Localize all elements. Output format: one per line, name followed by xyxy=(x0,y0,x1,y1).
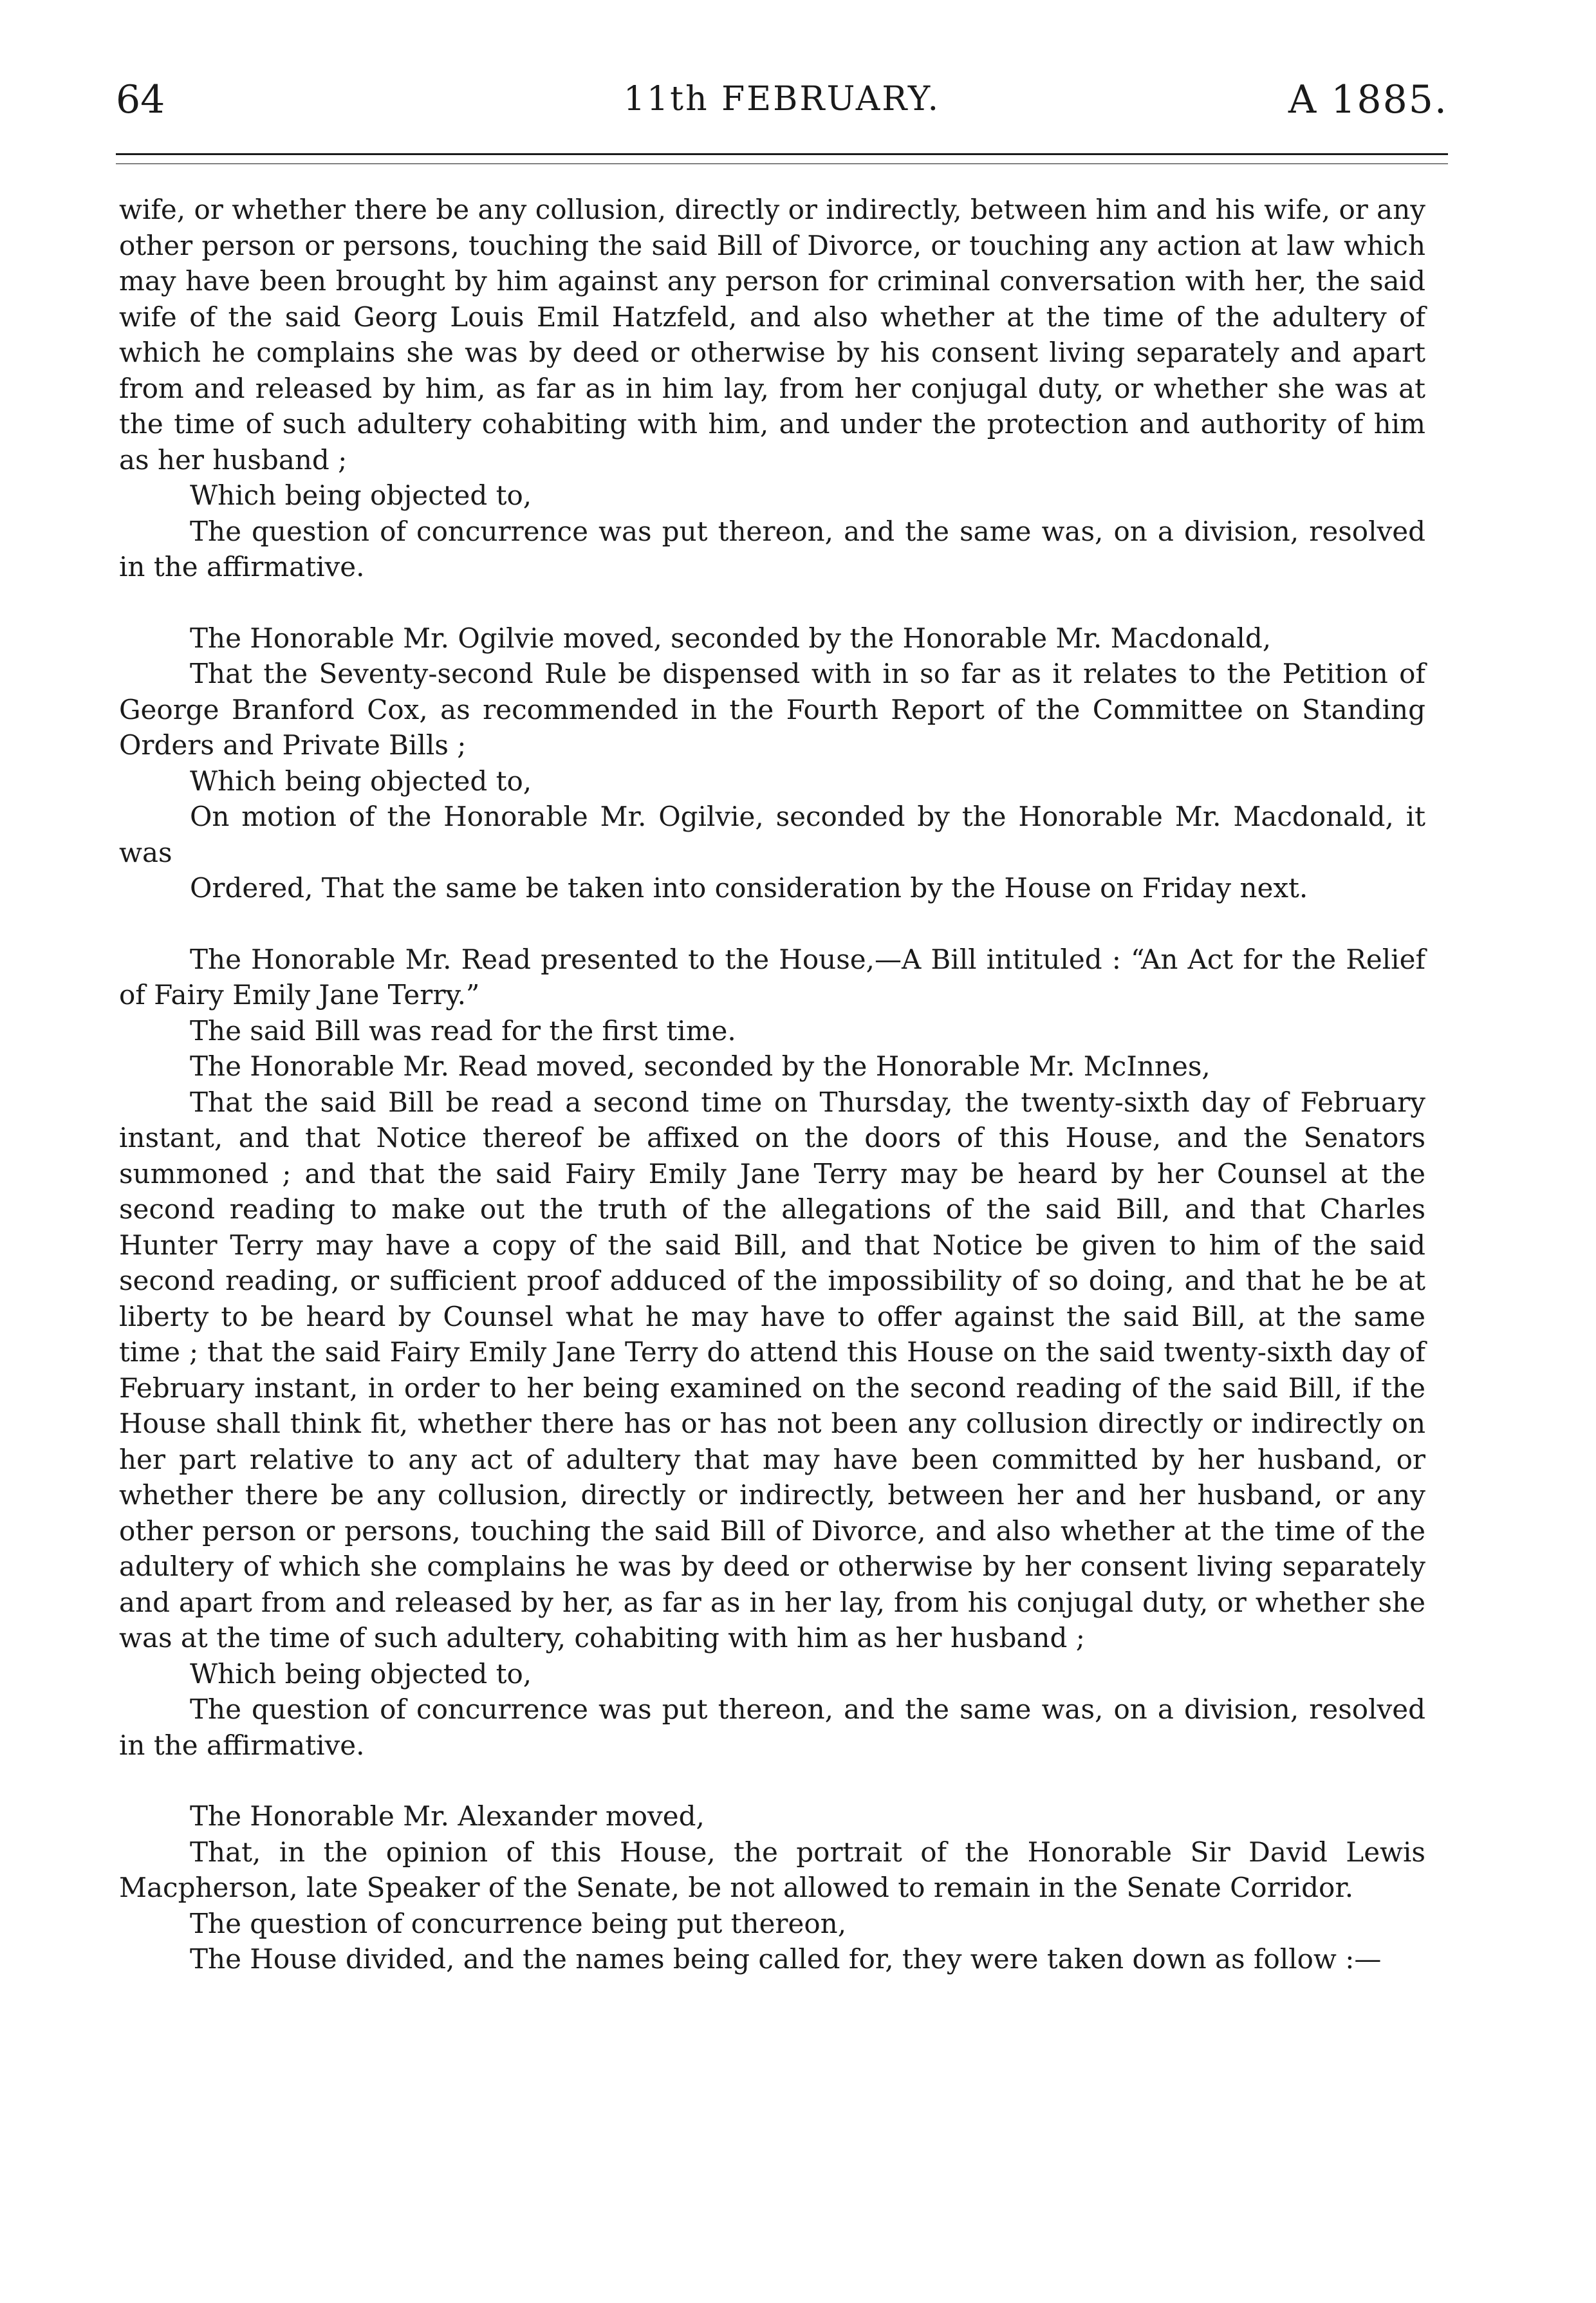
paragraph-alexander-motion: The Honorable Mr. Alexander moved, xyxy=(190,1800,705,1832)
paragraph-ogilvie-second-motion: On motion of the Honorable Mr. Ogilvie, seconded by the Honorable Mr. Macdonald, it was xyxy=(119,801,1425,868)
paragraph-read-bill-presented: The Honorable Mr. Read presented to the House,—A Bill intituled : “An Act for the Relief of Fairy Emily Jane Terry.” xyxy=(119,943,1425,1011)
paragraph-order-friday: Ordered, That the same be taken into consideration by the House on Friday next. xyxy=(190,872,1308,904)
section-gap xyxy=(119,585,1425,620)
paragraph-portrait-motion: That, in the opinion of this House, the portrait of the Honorable Sir David Lewis Macpherson, late Speaker of the Senate, be not allowed to remain in the Senate Corridor. xyxy=(119,1836,1425,1903)
page-number: 64 xyxy=(116,77,165,122)
paragraph-objection: Which being objected to, xyxy=(190,1657,532,1690)
page-header xyxy=(116,77,1448,135)
paragraph-ogilvie-motion: The Honorable Mr. Ogilvie moved, seconded by the Honorable Mr. Macdonald, xyxy=(190,622,1272,654)
paragraph-first-reading: The said Bill was read for the first time. xyxy=(190,1014,736,1047)
header-rule-thin xyxy=(116,163,1448,164)
section-gap xyxy=(119,906,1425,942)
paragraph-house-divided: The House divided, and the names being called for, they were taken down as follow :— xyxy=(190,1943,1382,1975)
paragraph-division-result: The question of concurrence was put thereon, and the same was, on a division, resolved in the affirmative. xyxy=(119,1693,1425,1761)
paragraph-seventy-second-rule: That the Seventy-second Rule be dispensed with in so far as it relates to the Petition of George Branford Cox, as recommended in the Fourth Report of the Committee on Standing Orders and Private Bills ; xyxy=(119,658,1425,761)
header-rule-thick xyxy=(116,153,1448,155)
header-date: 11th FEBRUARY. xyxy=(624,80,940,118)
paragraph-question-put: The question of concurrence being put thereon, xyxy=(190,1907,847,1939)
paragraph-objection: Which being objected to, xyxy=(190,765,532,797)
journal-body xyxy=(119,192,1425,1977)
paragraph-second-reading-terms: That the said Bill be read a second time on Thursday, the twenty-sixth day of February instant, and that Notice thereof be affixed on the doors of this House, and the Senators summoned ; and that the said Fairy Emily Jane Terry may be heard by her Counsel at the second reading to make out the truth of the allegations of the said Bill, and that Charles Hunter Terry may have a copy of the said Bill, and that Notice be given to him of the said second reading, or sufficient proof adduced of the impossibility of so doing, and that he be at liberty to be heard by Counsel what he may have to offer against the said Bill, at the same time ; that the said Fairy Emily Jane Terry do attend this House on the said twenty-sixth day of February instant, in order to her being examined on the second reading of the said Bill, if the House shall think fit, whether there has or has not been any collusion directly or indirectly on her part relative to any act of adultery that may have been committed by her husband, or whether there be any collusion, directly or indirectly, between her and her husband, or any other person or persons, touching the said Bill of Divorce, and also whether at the time of the adultery of which she complains he was by deed or otherwise by her consent living separately and apart from and released by her, as far as in her lay, from his conjugal duty, or whether she was at the time of such adultery, cohabiting with him as her husband ; xyxy=(119,1086,1425,1654)
paragraph-hatzfeld-examination: wife, or whether there be any collusion, directly or indirectly, between him and his wife, or any other person or persons, touching the said Bill of Divorce, or touching any action at law which may have been brought by him against any person for criminal conversation with her, the said wife of the said Georg Louis Emil Hatzfeld, and also whether at the time of the adultery of which he complains she was by deed or otherwise by his consent living separately and apart from and released by him, as far as in him lay, from her conjugal duty, or whether she was at the time of such adultery cohabiting with him, and under the protection and authority of him as her husband ; xyxy=(119,194,1425,476)
section-gap xyxy=(119,1763,1425,1798)
paragraph-objection: Which being objected to, xyxy=(190,480,532,511)
paragraph-division-result: The question of concurrence was put thereon, and the same was, on a division, resolved in the affirmative. xyxy=(119,515,1425,583)
paragraph-read-motion: The Honorable Mr. Read moved, seconded by the Honorable Mr. McInnes, xyxy=(190,1050,1211,1082)
header-year: A 1885. xyxy=(1288,77,1448,122)
